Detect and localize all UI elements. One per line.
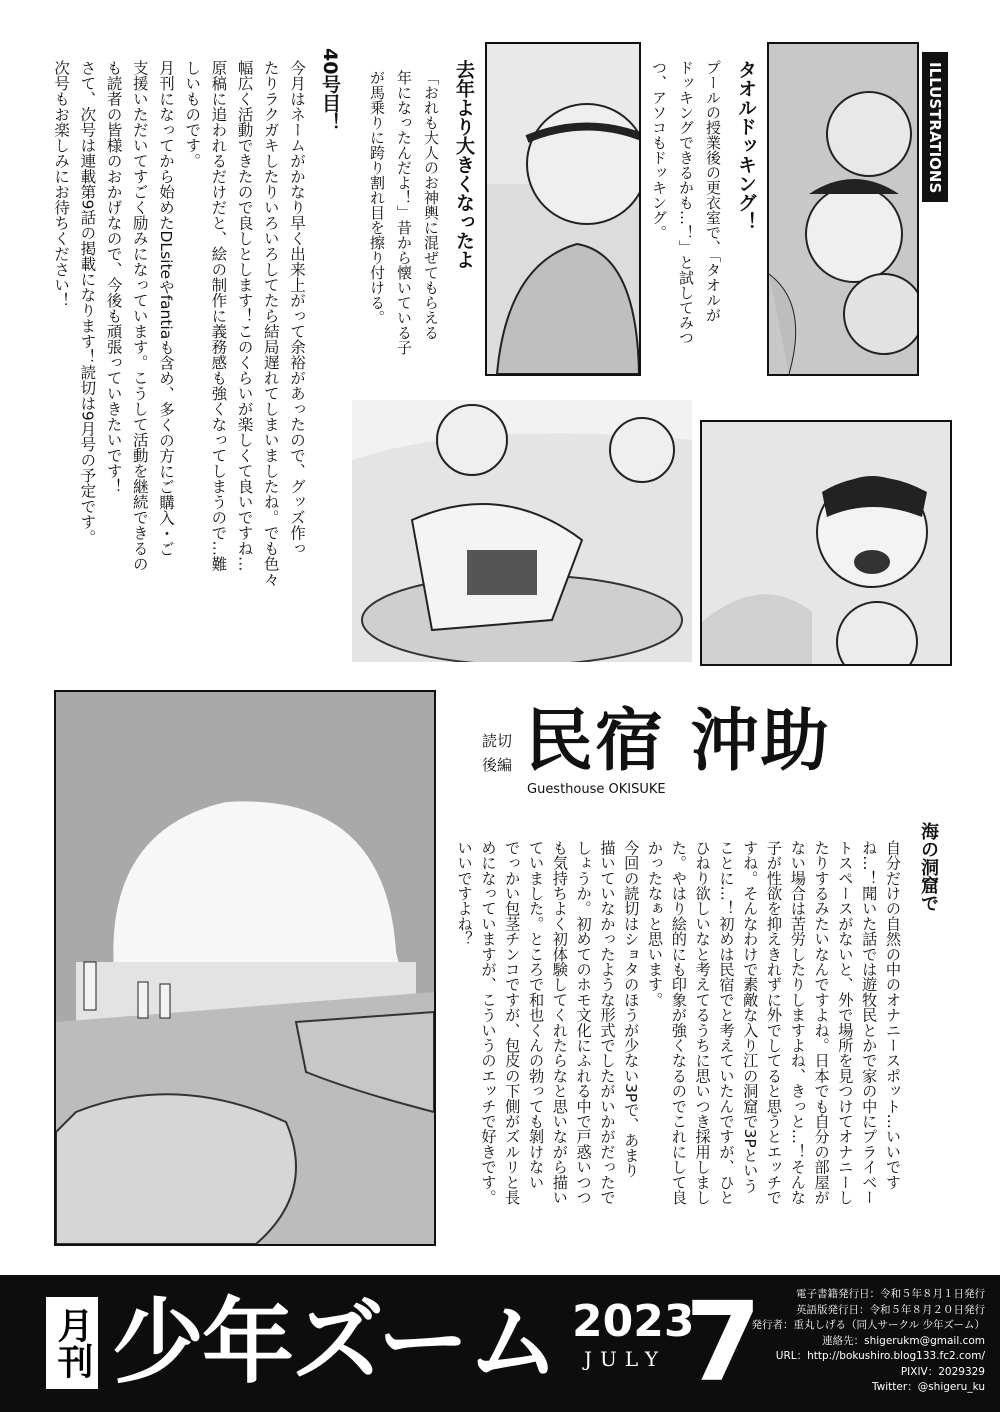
editorial-line: 次号もお楽しみにお待ちください！ [52, 60, 71, 308]
editorial-title: 40号目！ [319, 48, 341, 132]
footer-monthly-badge [46, 1297, 98, 1389]
footer-year: 2023 [572, 1296, 695, 1347]
footer-info-line: 連絡先：shigerukm@gmail.com [822, 1334, 985, 1347]
editorial-line: 幅広く活動できたので良しとします！このくらいが楽しくて良いですね… [235, 60, 254, 572]
towel-docking-caption [646, 60, 726, 360]
footer-info-line: 英語版発行日：令和５年８月２０日発行 [796, 1303, 985, 1316]
footer-info-line: 電子書籍発行日：令和５年８月１日発行 [796, 1288, 985, 1300]
illustration-bigger-than-last-year [485, 42, 641, 376]
story-title: 民宿 沖助 [525, 702, 831, 781]
bigger-caption-line: が馬乗りに跨り割れ目を擦り付ける。 [368, 70, 386, 325]
story-tag-part2: 後編 [482, 756, 513, 774]
footer-info-line: 発行者：重丸しげる（同人サークル 少年ズーム） [751, 1319, 985, 1331]
editorial-line: も読者の皆様のおかげなので、今後も頑張っていきたいです！ [104, 60, 123, 494]
editorial-line: 支援いただいてすごく励みになっています。こうして活動を継続できるの [130, 60, 149, 572]
story-line: 自分だけの自然の中のオナニースポット…いいです [884, 840, 902, 1190]
story-line: ね…！聞いた話では遊牧民とかで家の中にプライベー [860, 840, 879, 1205]
story-line: たりするみたいなんですよね。日本でも自分の部屋が [812, 840, 831, 1205]
bigger-caption [364, 70, 444, 370]
editorial-line: しいものです。 [183, 60, 202, 169]
story-body [452, 840, 904, 1260]
towel-caption-line: プールの授業後の更衣室で、「タオルが [704, 60, 722, 323]
illustration-beach-splash [700, 420, 952, 666]
story-line: ない場合は苦労したりしますよね、きっと…！そんな [788, 840, 807, 1205]
footer-info-line: Twitter：@shigeru_ku [872, 1381, 985, 1393]
footer-info-line: URL：http://bokushiro.blog133.fc2.com/ [775, 1350, 985, 1362]
illustration-towel-art [769, 44, 917, 374]
towel-caption-line: つ、アソコもドッキング。 [650, 60, 668, 240]
footer-monthly-label: 月刊 [52, 1307, 93, 1379]
story-line: しょうか。初めてのホモ文化にふれる中で戸惑いつつ [574, 840, 593, 1205]
editorial-line: 月刊になってから始めたDLsiteやfantiaも含め、多くの方にご購入・ご [156, 60, 175, 557]
story-line: でっかい包茎チンコですが、包皮の下側がズルリと長 [503, 840, 522, 1205]
editorial-line: たりラクガキしたりいろいろしてたら結局遅れてしまいましたね。でも色々 [261, 60, 280, 587]
editorial-line: さて、次号は連載第9話の掲載になります！読切は9月号の予定です。 [78, 60, 97, 545]
footer-month-number: 7 [685, 1278, 762, 1406]
footer-month-en: JULY [584, 1347, 667, 1371]
illustration-beach-float [352, 400, 692, 662]
sea-cave-art [56, 692, 434, 1244]
story-tag-oneshot: 読切 [482, 732, 513, 750]
towel-docking-title: タオルドッキング！ [735, 60, 757, 231]
story-line: も気持ちよく初体験してくれたらなと思いながら描い [550, 840, 569, 1205]
story-line: た。やはり絵的にも印象が強くなるのでこれにして良 [669, 840, 688, 1205]
footer-info-line: PIXIV：2029329 [900, 1365, 985, 1378]
story-line: 今回の読切はショタのほうが少ない3Pで、あまり [622, 840, 641, 1179]
illustration-festival-art [487, 44, 639, 374]
bigger-caption-line: 年になったんだよ！」昔から懐いている子 [395, 70, 413, 355]
story-line: ひねり欲しいなと考えてるうちに思いつき採用しまし [693, 840, 712, 1205]
story-line: ていました。ところで和也くんの勃っても剝けない [527, 840, 546, 1190]
footer-magazine-title: 少年ズーム [112, 1289, 558, 1396]
illustrations-label: ILLUSTRATIONS [926, 62, 944, 194]
illustration-sea-cave [54, 690, 436, 1246]
footer-publication-info [735, 1287, 985, 1396]
story-line: すね。そんなわけで素敵な入り江の洞窟で3Pという [741, 840, 760, 1194]
story-line: 子が性欲を抑えきれずに外でしてると思うとエッチで [765, 840, 784, 1205]
bigger-title: 去年より大きくなったよ [453, 60, 475, 269]
story-subtitle: Guesthouse OKISUKE [527, 782, 666, 797]
bigger-caption-line: 「おれも大人のお神輿に混ぜてもらえる [422, 70, 440, 340]
editorial-body [48, 60, 310, 660]
story-line: ことに…！初めは民宿でと考えていたんですが、ひと [717, 840, 736, 1205]
towel-caption-line: ドッキングできるかも…！」と試してみつ [677, 60, 695, 345]
story-line: かったなぁと思います。 [646, 840, 665, 1008]
story-line: トスペースがないと、外で場所を見つけてオナニーし [836, 840, 855, 1205]
story-line: いいですよね？ [455, 840, 474, 947]
story-line: めになっていますが、こういうのエッチで好きです。 [479, 840, 498, 1205]
editorial-line: 原稿に追われるだけだと、絵の制作に義務感も強くなってしまうので…難 [209, 60, 228, 572]
beach-splash-art [702, 422, 950, 664]
footer-banner [0, 1275, 1000, 1412]
illustration-towel-docking [767, 42, 919, 376]
story-line: 描いていなかったような形式でしたがいかがだったで [598, 840, 617, 1205]
beach-float-art [352, 400, 692, 662]
editorial-line: 今月はネームがかなり早く出来上がって余裕があったので、グッズ作っ [288, 60, 306, 556]
story-section-title: 海の洞窟で [918, 822, 939, 912]
